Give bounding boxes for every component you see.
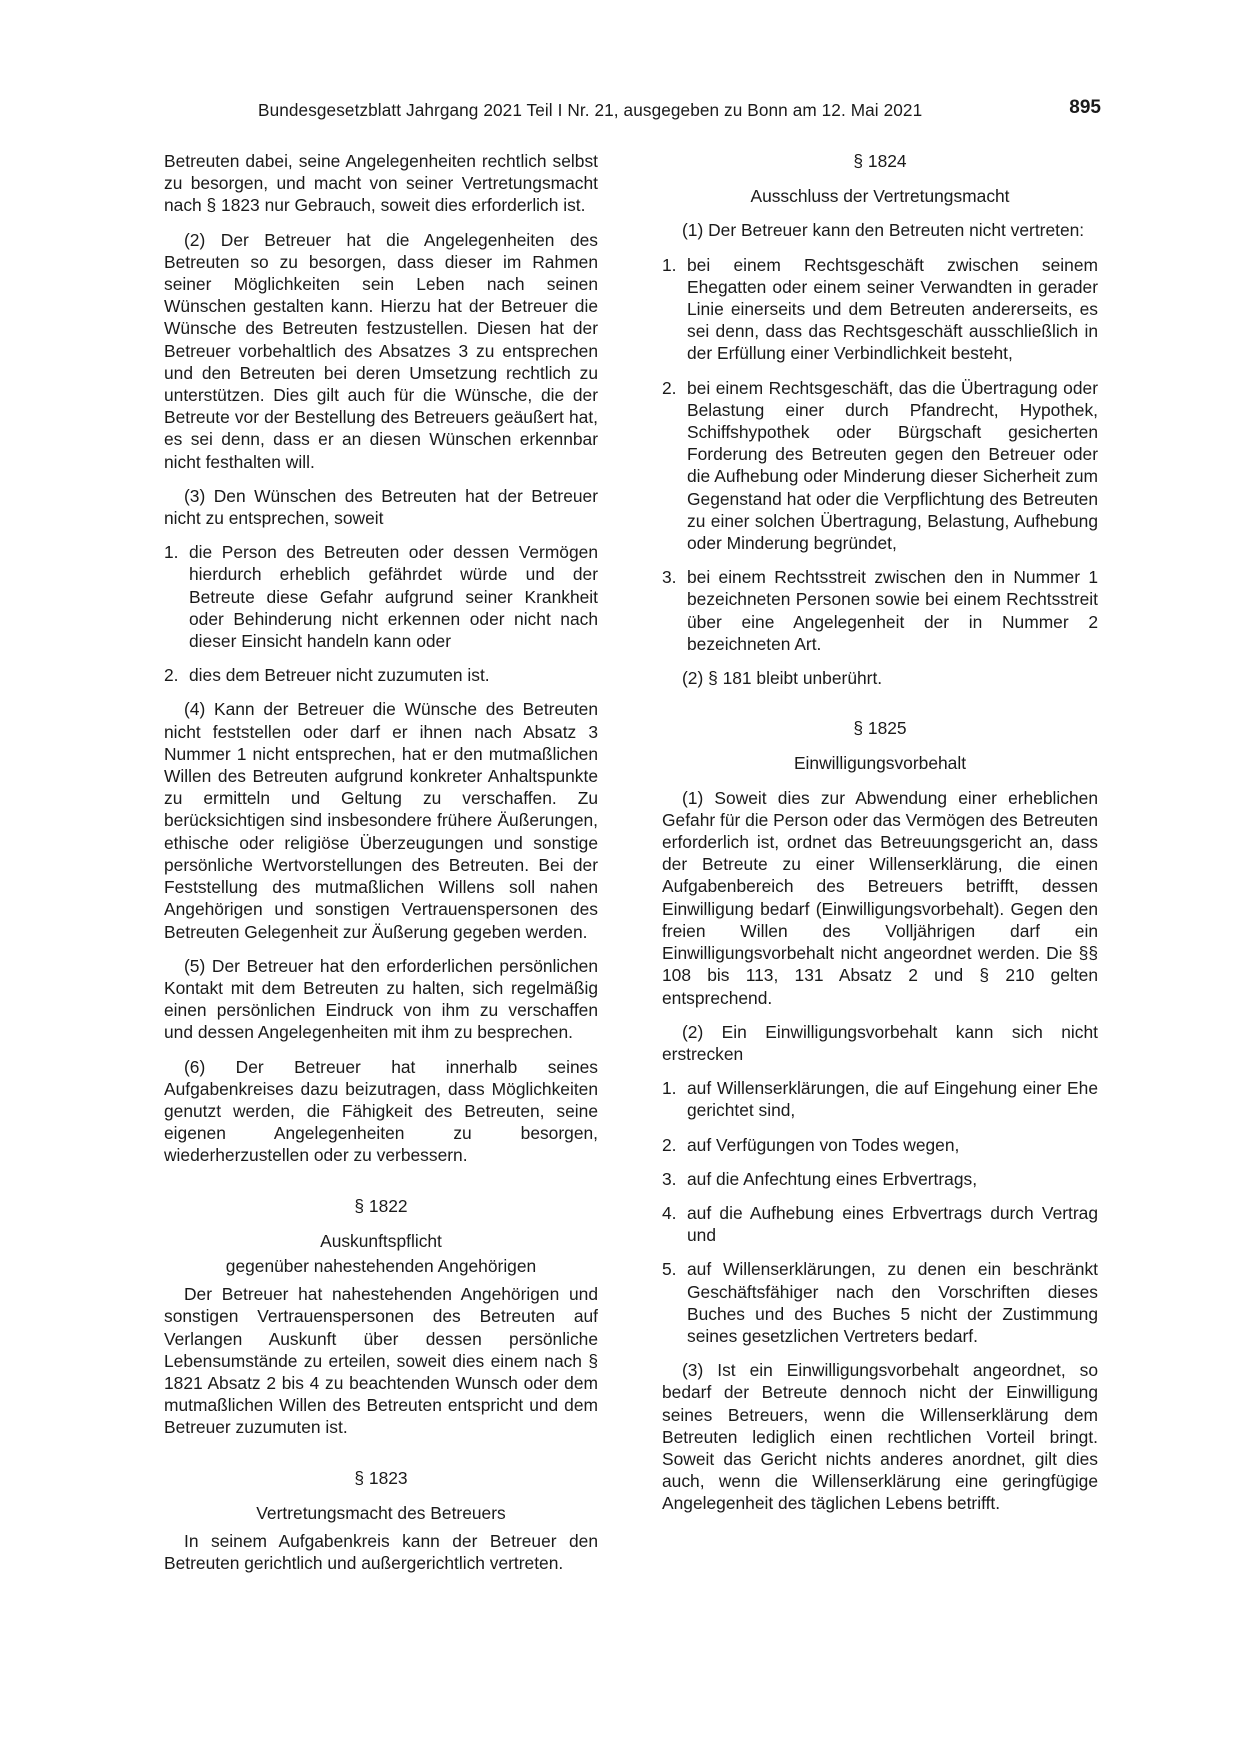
section-1824-abs2: (2) § 181 bleibt unberührt. <box>682 668 883 689</box>
list-item-number: 1. <box>662 1078 677 1099</box>
section-1825-abs2: (2) Ein Einwilligungsvorbehalt kann sich nicht erstrecken <box>662 1021 1098 1064</box>
section-title-1822-line2: gegenüber nahestehenden Angehörigen <box>225 1255 537 1276</box>
list-item <box>662 566 1098 655</box>
list-item <box>662 1168 1098 1190</box>
list-item <box>662 1258 1098 1347</box>
list-item-text: auf die Anfechtung eines Erbvertrags, <box>687 1168 978 1189</box>
paragraph-abs6: (6) Der Betreuer hat innerhalb seines Aufgabenkreises dazu beizutragen, dass Möglichkeiten genutzt werden, die Fähigkeit des Betreuten, seine eigenen Angelegenheiten zu besorgen, wiederherzustellen oder zu verbessern. <box>164 1056 598 1166</box>
section-number-1824: § 1824 <box>853 151 907 171</box>
list-item-text: dies dem Betreuer nicht zuzumuten ist. <box>189 665 490 686</box>
list-item <box>662 1202 1098 1246</box>
section-1825-abs1: (1) Soweit dies zur Abwendung einer erheblichen Gefahr für die Person oder das Vermögen des Betreuten erforderlich ist, ordnet das Betreuungsgericht an, dass der Betreute zu einer Willenserklärung, die einen Aufgabenbereich des Betreuers betrifft, dessen Einwilligung bedarf (Einwilligungsvorbehalt). Gegen den freien Willen des Volljährigen darf ein Einwilligungsvorbehalt nicht angeordnet werden. Die §§ 108 bis 113, 131 Absatz 2 und § 210 gelten entsprechend. <box>662 787 1098 1008</box>
list-item <box>662 377 1098 555</box>
paragraph-abs4: (4) Kann der Betreuer die Wünsche des Betreuten nicht feststellen oder darf er ihnen nach Absatz 3 Nummer 1 nicht entsprechen, hat er den mutmaßlichen Willen des Betreuten aufgrund konkreter Anhaltspunkte zu ermitteln und Geltung zu verschaffen. Zu berücksichtigen sind insbesondere frühere Äußerungen, ethische oder religiöse Überzeugungen und sonstige persönliche Wertvorstellungen des Betreuten. Bei der Feststellung des mutmaßlichen Willens soll nahen Angehörigen und sonstigen Vertrauenspersonen des Betreuten Gelegenheit zur Äußerung gegeben werden. <box>164 699 598 942</box>
list-item-number: 3. <box>662 567 677 588</box>
list-item-number: 3. <box>662 1168 677 1189</box>
list-item-number: 2. <box>662 377 677 398</box>
list-item-text: bei einem Rechtsstreit zwischen den in Nummer 1 bezeichneten Personen sowie bei einem Rechtsstreit über eine Angelegenheit der in Nummer 2 bezeichneten Art. <box>687 567 1098 654</box>
list-item-text: bei einem Rechtsgeschäft, das die Übertragung oder Belastung einer durch Pfandrecht, Hypothek, Schiffshypothek oder Bürgschaft gesicherten Forderung des Betreuten gegen den Betreuer oder die Aufhebung oder Minderung dieser Sicherheit zum Gegenstand hat oder die Verpflichtung des Betreuten zu einer solchen Übertragung, Belastung, Aufhebung oder Minderung begründet, <box>687 377 1098 554</box>
section-title-1824: Ausschluss der Vertretungsmacht <box>750 186 1010 207</box>
list-item <box>662 1077 1098 1121</box>
page-number: 895 <box>1069 97 1101 118</box>
section-title-1823: Vertretungsmacht des Betreuers <box>256 1502 506 1523</box>
section-number-1822: § 1822 <box>354 1195 408 1216</box>
list-item-text: auf die Aufhebung eines Erbvertrags durch Vertrag und <box>687 1202 1098 1246</box>
section-1824-abs1: (1) Der Betreuer kann den Betreuten nicht vertreten: <box>682 220 1085 241</box>
section-1825-abs3: (3) Ist ein Einwilligungsvorbehalt angeordnet, so bedarf der Betreute dennoch nicht der Einwilligung seines Betreuers, wenn die Willenserklärung dem Betreuten lediglich einen rechtlichen Vorteil bringt. Soweit das Gericht nichts anderes anordnet, gilt dies auch, wenn die Willenserklärung eine geringfügige Angelegenheit des täglichen Lebens betrifft. <box>662 1360 1098 1514</box>
page-header <box>0 98 1241 128</box>
gazette-title: Bundesgesetzblatt Jahrgang 2021 Teil I Nr. 21, ausgegeben zu Bonn am 12. Mai 2021 <box>258 100 923 120</box>
list-item-number: 1. <box>662 254 677 275</box>
list-item <box>662 254 1098 365</box>
section-title-1825: Einwilligungsvorbehalt <box>793 753 967 774</box>
list-item-number: 1. <box>164 542 179 563</box>
paragraph-abs2: (2) Der Betreuer hat die Angelegenheiten des Betreuten so zu besorgen, dass dieser im Rahmen seiner Möglichkeiten sein Leben nach seinen Wünschen gestalten kann. Hierzu hat der Betreuer die Wünsche des Betreuten festzustellen. Diesen hat der Betreuer vorbehaltlich des Absatzes 3 zu entsprechen und den Betreuten bei deren Umsetzung rechtlich zu unterstützen. Dies gilt auch für die Wünsche, die der Betreute vor der Bestellung des Betreuers geäußert hat, es sei denn, dass er an diesen Wünschen erkennbar nicht festhalten will. <box>164 229 598 472</box>
list-item-text: auf Willenserklärungen, zu denen ein beschränkt Geschäftsfähiger nach den Vorschriften dieses Buches und des Buches 5 nicht der Zustimmung seines gesetzlichen Vertreters bedarf. <box>687 1259 1098 1346</box>
continuation-paragraph: Betreuten dabei, seine Angelegenheiten rechtlich selbst zu besorgen, und macht von seiner Vertretungsmacht nach § 1823 nur Gebrauch, soweit dies erforderlich ist. <box>164 151 598 216</box>
list-item <box>164 541 598 652</box>
right-column <box>662 150 1098 1527</box>
section-1822-text: Der Betreuer hat nahestehenden Angehörigen und sonstigen Vertrauenspersonen des Betreuten auf Verlangen Auskunft über dessen persönliche Lebensumstände zu erteilen, soweit dies einem nach § 1821 Absatz 2 bis 4 zu beachtenden Wunsch oder dem mutmaßlichen Willen des Betreuten entspricht und dem Betreuer zuzumuten ist. <box>164 1284 598 1438</box>
section-number-1823: § 1823 <box>354 1467 408 1488</box>
section-number-1825: § 1825 <box>853 718 907 739</box>
list-item-text: auf Verfügungen von Todes wegen, <box>687 1134 960 1155</box>
list-item <box>662 1134 1098 1156</box>
section-title-1822-line1: Auskunftspflicht <box>320 1230 442 1251</box>
list-item-number: 4. <box>662 1202 677 1223</box>
left-column <box>164 150 598 1586</box>
section-1823-text: In seinem Aufgabenkreis kann der Betreuer den Betreuten gerichtlich und außergerichtlich vertreten. <box>164 1530 598 1574</box>
list-item-number: 5. <box>662 1259 677 1280</box>
paragraph-abs3: (3) Den Wünschen des Betreuten hat der Betreuer nicht zu entsprechen, soweit <box>164 485 598 529</box>
list-item-text: die Person des Betreuten oder dessen Vermögen hierdurch erheblich gefährdet würde und der Betreute diese Gefahr aufgrund seiner Krankheit oder Behinderung nicht erkennen oder nicht nach dieser Einsicht handeln kann oder <box>189 542 598 652</box>
list-item-number: 2. <box>164 665 179 686</box>
list-item-text: bei einem Rechtsgeschäft zwischen seinem Ehegatten oder einem seiner Verwandten in gerader Linie einerseits und dem Betreuten andererseits, es sei denn, dass das Rechtsgeschäft ausschließlich in der Erfüllung einer Verbindlichkeit besteht, <box>687 254 1098 364</box>
list-item-number: 2. <box>662 1134 677 1155</box>
list-item-text: auf Willenserklärungen, die auf Eingehung einer Ehe gerichtet sind, <box>687 1078 1098 1121</box>
paragraph-abs5: (5) Der Betreuer hat den erforderlichen persönlichen Kontakt mit dem Betreuten zu halten, sich regelmäßig einen persönlichen Eindruck von ihm zu verschaffen und dessen Angelegenheiten mit ihm zu besprechen. <box>164 955 598 1043</box>
list-item <box>164 664 598 686</box>
